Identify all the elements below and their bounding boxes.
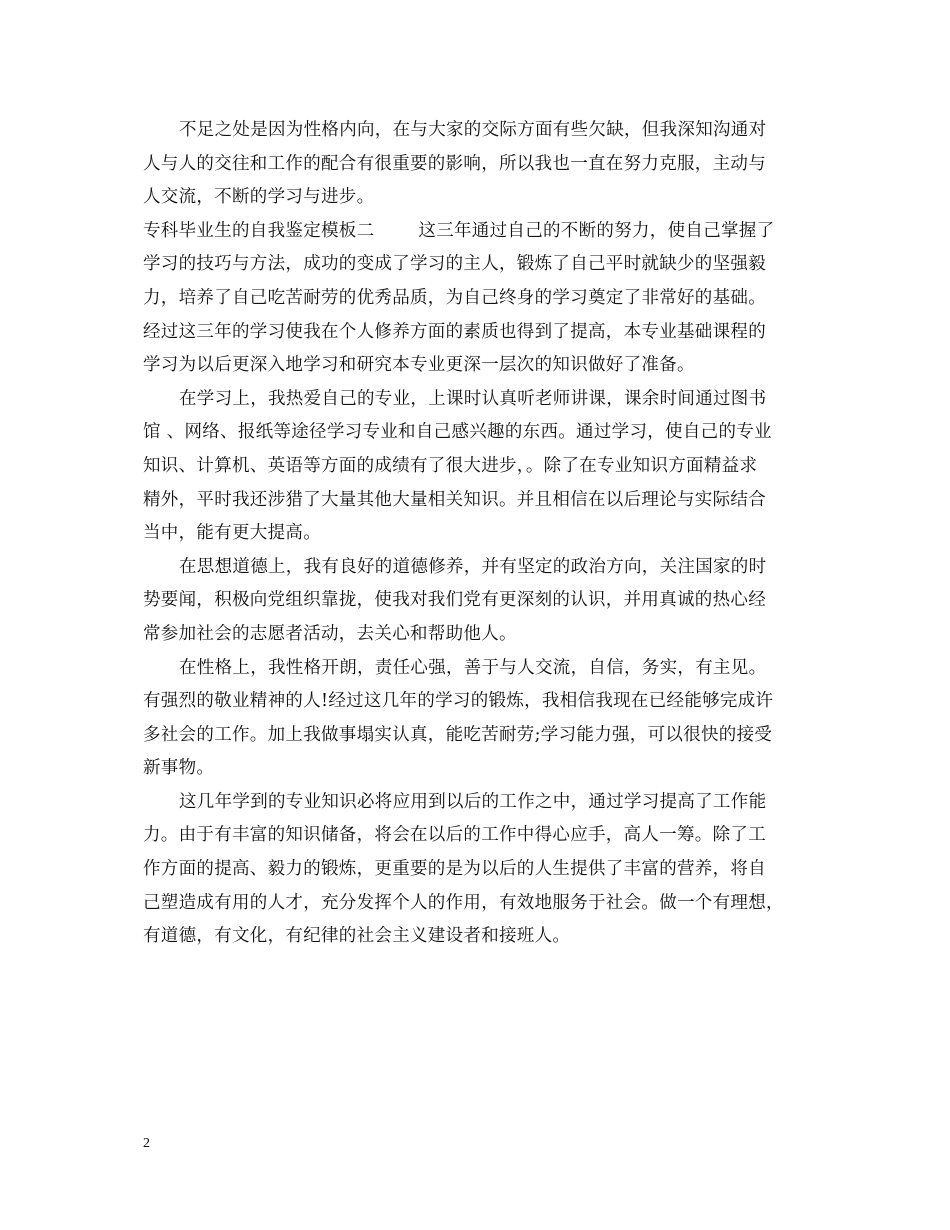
text-line: 多社会的工作。加上我做事塌实认真，能吃苦耐劳;学习能力强，可以很快的接受 xyxy=(143,724,773,745)
text-line: 不足之处是因为性格内向，在与大家的交际方面有些欠缺，但我深知沟通对 xyxy=(179,120,767,140)
text-line: 在性格上，我性格开朗，责任心强，善于与人交流，自信，务实，有主见。 xyxy=(179,657,767,678)
paragraph-morality xyxy=(143,551,825,652)
text-line: 学习为以后更深入地学习和研究本专业更深一层次的知识做好了准备。 xyxy=(143,355,695,376)
document-body xyxy=(143,114,825,954)
text-line: 人交流，不断的学习与进步。 xyxy=(143,187,375,208)
text-line: 学习的技巧与方法，成功的变成了学习的主人，锻炼了自己平时就缺少的坚强毅 xyxy=(143,254,766,275)
paragraph-personality xyxy=(143,652,825,786)
text-line: 这几年学到的专业知识必将应用到以后的工作之中，通过学习提高了工作能 xyxy=(179,791,767,812)
text-line: 有强烈的敬业精神的人!经过这几年的学习的锻炼，我相信我现在已经能够完成许 xyxy=(143,691,774,712)
text-line: 在思想道德上，我有良好的道德修养，并有坚定的政治方向，关注国家的时 xyxy=(179,556,767,577)
text-line: 精外，平时我还涉猎了大量其他大量相关知识。并且相信在以后理论与实际结合 xyxy=(143,489,766,510)
text-line: 经过这三年的学习使我在个人修养方面的素质也得到了提高，本专业基础课程的 xyxy=(143,321,766,342)
text-line: 有道德，有文化，有纪律的社会主义建设者和接班人。 xyxy=(143,926,571,947)
line-text: 这三年通过自己的不断的努力，使自己掌握了 xyxy=(418,220,775,241)
text-line: 新事物。 xyxy=(143,758,215,779)
text-line: 己塑造成有用的人才，充分发挥个人的作用，有效地服务于社会。做一个有理想， xyxy=(143,892,784,913)
text-line: 馆 、网络、报纸等途径学习专业和自己感兴趣的东西。通过学习，使自己的专业 xyxy=(143,422,772,443)
text-line: 力。由于有丰富的知识储备，将会在以后的工作中得心应手，高人一筹。除了工 xyxy=(143,825,766,846)
text-line: 常参加社会的志愿者活动，去关心和帮助他人。 xyxy=(143,623,517,644)
text-line: 知识、计算机、英语等方面的成绩有了很大进步，。除了在专业知识方面精益求 xyxy=(143,455,758,476)
section-heading: 专科毕业生的自我鉴定模板二 xyxy=(143,220,375,241)
paragraph-study xyxy=(143,383,825,551)
paragraph-conclusion xyxy=(143,786,825,954)
text-line: 势要闻，积极向党组织靠拢，使我对我们党有更深刻的认识，并用真诚的热心经 xyxy=(143,590,766,611)
page-number: 2 xyxy=(143,1136,150,1151)
text-line: 作方面的提高、毅力的锻炼，更重要的是为以后的人生提供了丰富的营养，将自 xyxy=(143,859,766,880)
text-line xyxy=(143,215,825,249)
paragraph-template-two xyxy=(143,215,825,383)
text-line: 力，培养了自己吃苦耐劳的优秀品质，为自己终身的学习奠定了非常好的基础。 xyxy=(143,287,766,308)
paragraph-shortcomings xyxy=(143,114,825,215)
text-line: 人与人的交往和工作的配合有很重要的影响，所以我也一直在努力克服，主动与 xyxy=(143,153,766,174)
text-line: 当中，能有更大提高。 xyxy=(143,523,321,544)
text-line: 在学习上，我热爱自己的专业，上课时认真听老师讲课，课余时间通过图书 xyxy=(179,388,767,409)
